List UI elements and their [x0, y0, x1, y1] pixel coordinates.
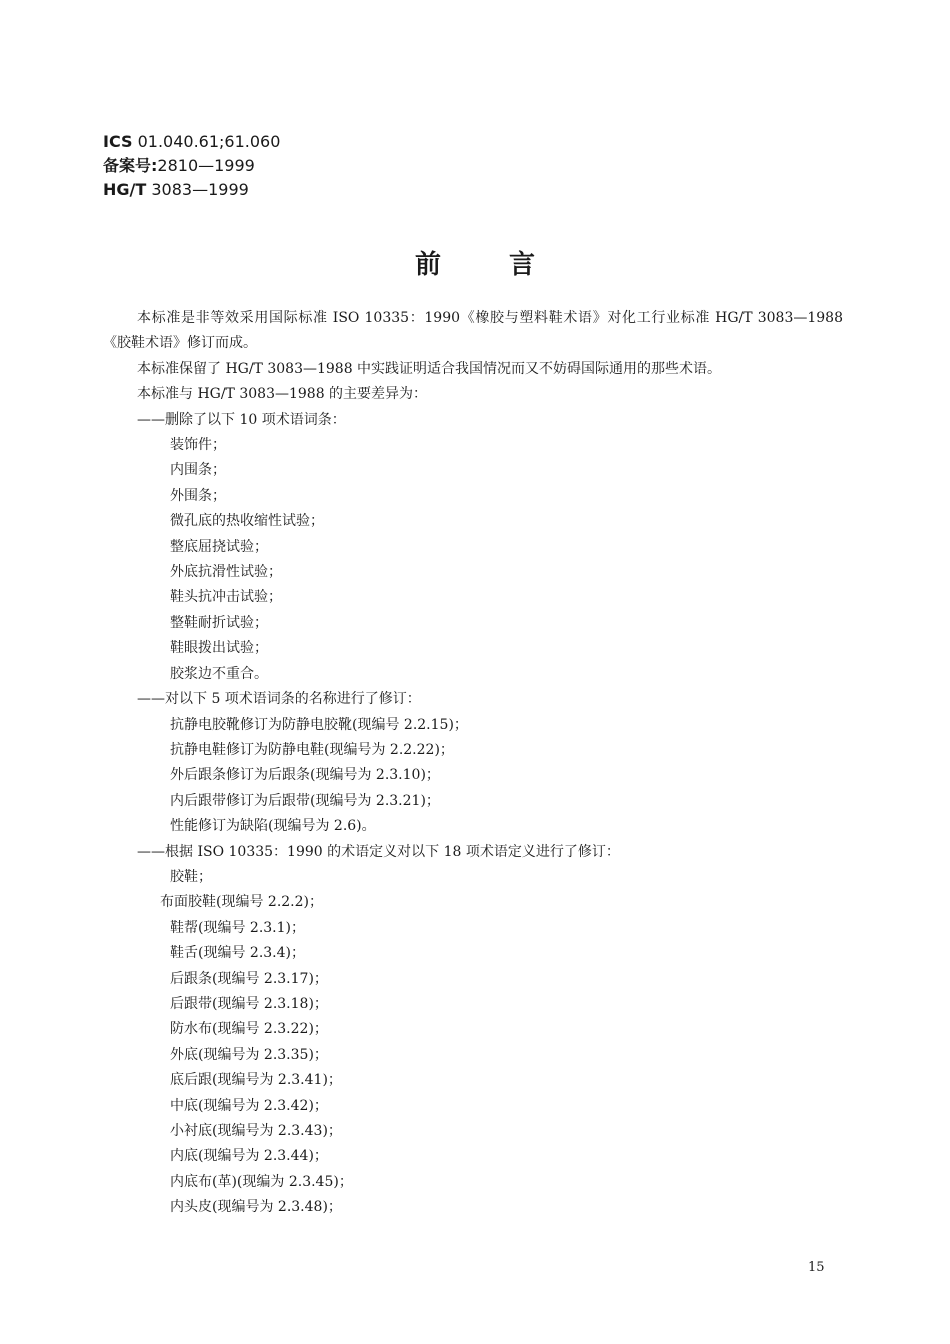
list-item: 底后跟(现编号为 2.3.41)；	[170, 1072, 342, 1089]
list-item: 内后跟带修订为后跟带(现编号为 2.3.21)；	[170, 792, 440, 809]
list-item: 性能修订为缺陷(现编号为 2.6)。	[170, 818, 376, 835]
list-item: 鞋眼拨出试验；	[170, 640, 268, 657]
list-item: 内底布(革)(现编为 2.3.45)；	[170, 1173, 353, 1190]
list-item: 小衬底(现编号为 2.3.43)；	[170, 1123, 342, 1139]
list-item: 抗静电胶靴修订为防静电胶靴(现编号 2.2.15)；	[170, 716, 468, 733]
list-item: 布面胶鞋(现编号 2.2.2)；	[160, 894, 323, 911]
standard-header	[103, 130, 280, 202]
list-item: 内围条；	[170, 462, 226, 479]
record-value: 2810—1999	[157, 156, 255, 175]
standard-number-line	[103, 178, 280, 202]
standard-label: HG/T	[103, 180, 147, 199]
list-item: 整鞋耐折试验；	[170, 614, 268, 631]
list-item: 外底抗滑性试验；	[170, 564, 282, 581]
list-item: 中底(现编号为 2.3.42)；	[170, 1097, 328, 1114]
list-item: 微孔底的热收缩性试验；	[170, 513, 324, 530]
list-item: 鞋帮(现编号 2.3.1)；	[170, 919, 305, 936]
list-item: 胶浆边不重合。	[170, 665, 268, 682]
list-item: 外围条；	[170, 487, 226, 504]
list-item: 整底屈挠试验；	[170, 538, 268, 555]
section-heading: ——根据 ISO 10335：1990 的术语定义对以下 18 项术语定义进行了修订：	[137, 843, 620, 860]
standard-value: 3083—1999	[151, 180, 249, 199]
paragraph: 本标准是非等效采用国际标准 ISO 10335：1990《橡胶与塑料鞋术语》对化工行业标准 HG/T 3083—1988《胶鞋术语》修订而成。	[103, 310, 843, 352]
paragraph: 本标准保留了 HG/T 3083—1988 中实践证明适合我国情况而又不妨碍国际通用的那些术语。	[137, 360, 722, 377]
record-label: 备案号:	[103, 156, 158, 175]
list-item: 外后跟条修订为后跟条(现编号为 2.3.10)；	[170, 767, 440, 784]
list-item: 装饰件；	[170, 437, 226, 454]
list-item: 内头皮(现编号为 2.3.48)；	[170, 1199, 342, 1216]
list-item: 鞋舌(现编号 2.3.4)；	[170, 945, 305, 962]
list-item: 后跟条(现编号 2.3.17)；	[170, 970, 328, 987]
ics-line	[103, 130, 280, 154]
paragraph: 本标准与 HG/T 3083—1988 的主要差异为：	[137, 386, 428, 403]
foreword-body	[103, 306, 843, 1221]
list-item: 后跟带(现编号 2.3.18)；	[170, 995, 328, 1012]
page-title: 前言	[414, 250, 603, 280]
ics-label: ICS	[103, 132, 133, 151]
list-item: 胶鞋；	[170, 868, 212, 885]
section-heading: ——删除了以下 10 项术语词条：	[137, 411, 346, 428]
section-heading: ——对以下 5 项术语词条的名称进行了修订：	[137, 691, 421, 708]
record-line	[103, 154, 280, 178]
list-item: 抗静电鞋修订为防静电鞋(现编号为 2.2.22)；	[170, 741, 454, 758]
list-item: 内底(现编号为 2.3.44)；	[170, 1148, 328, 1165]
list-item: 外底(现编号为 2.3.35)；	[170, 1046, 328, 1063]
list-item: 防水布(现编号 2.3.22)；	[170, 1021, 328, 1038]
ics-value: 01.040.61;61.060	[137, 132, 281, 151]
list-item: 鞋头抗冲击试验；	[170, 589, 282, 606]
page-number: 15	[808, 1260, 825, 1275]
